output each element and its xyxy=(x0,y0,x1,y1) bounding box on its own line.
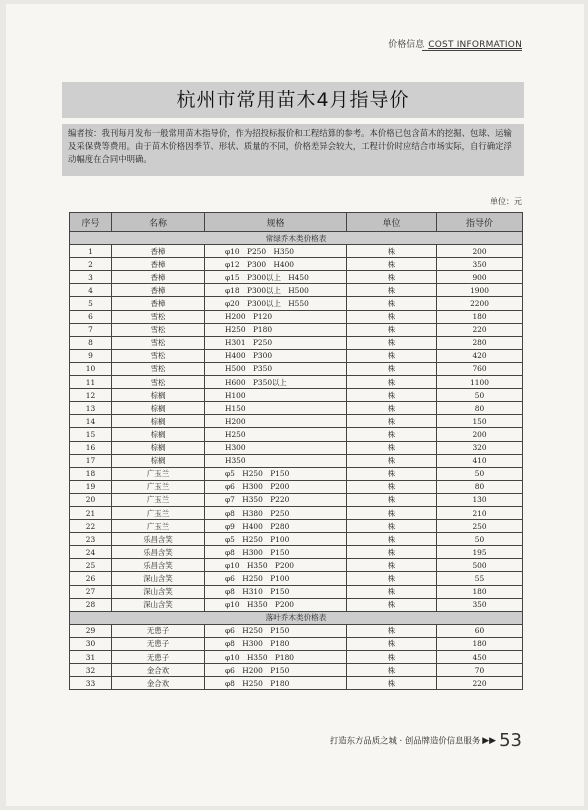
unit: 株 xyxy=(347,651,437,664)
specification: φ10 H350 P200 xyxy=(205,598,347,611)
plant-name: 广玉兰 xyxy=(112,506,205,519)
specification: H200 P120 xyxy=(205,310,347,323)
unit: 株 xyxy=(347,349,437,362)
guide-price: 180 xyxy=(437,310,523,323)
page-title: 杭州市常用苗木4月指导价 xyxy=(176,89,410,111)
table-row xyxy=(70,598,523,611)
plant-name: 乐昌含笑 xyxy=(112,546,205,559)
table-row xyxy=(70,546,523,559)
section-title-row xyxy=(70,232,523,245)
plant-name: 广玉兰 xyxy=(112,467,205,480)
guide-price: 80 xyxy=(437,480,523,493)
specification: H100 xyxy=(205,389,347,402)
guide-price: 280 xyxy=(437,336,523,349)
guide-price: 55 xyxy=(437,572,523,585)
guide-price: 50 xyxy=(437,467,523,480)
row-number: 25 xyxy=(70,559,112,572)
plant-name: 乐昌含笑 xyxy=(112,559,205,572)
row-number: 13 xyxy=(70,402,112,415)
specification: φ10 H350 P200 xyxy=(205,559,347,572)
specification: H301 P250 xyxy=(205,336,347,349)
unit: 株 xyxy=(347,533,437,546)
price-table xyxy=(69,212,523,690)
row-number: 17 xyxy=(70,454,112,467)
specification: φ10 P250 H350 xyxy=(205,245,347,258)
guide-price: 320 xyxy=(437,441,523,454)
unit: 株 xyxy=(347,506,437,519)
unit: 株 xyxy=(347,637,437,650)
section-title: 落叶乔木类价格表 xyxy=(70,611,523,624)
row-number: 9 xyxy=(70,349,112,362)
guide-price: 350 xyxy=(437,258,523,271)
table-row xyxy=(70,585,523,598)
specification: φ8 H310 P150 xyxy=(205,585,347,598)
table-row xyxy=(70,624,523,637)
unit: 株 xyxy=(347,415,437,428)
page-number: 53 xyxy=(499,730,522,751)
row-number: 11 xyxy=(70,376,112,389)
specification: φ8 H300 P180 xyxy=(205,637,347,650)
unit: 株 xyxy=(347,271,437,284)
specification: φ18 P300以上 H500 xyxy=(205,284,347,297)
guide-price: 50 xyxy=(437,389,523,402)
table-row xyxy=(70,258,523,271)
specification: φ6 H200 P150 xyxy=(205,664,347,677)
plant-name: 广玉兰 xyxy=(112,520,205,533)
plant-name: 棕榈 xyxy=(112,402,205,415)
specification: H250 xyxy=(205,428,347,441)
page-footer xyxy=(330,730,522,751)
unit: 株 xyxy=(347,389,437,402)
plant-name: 雪松 xyxy=(112,376,205,389)
plant-name: 金合欢 xyxy=(112,677,205,690)
row-number: 3 xyxy=(70,271,112,284)
plant-name: 雪松 xyxy=(112,310,205,323)
unit: 株 xyxy=(347,245,437,258)
specification: H600 P350以上 xyxy=(205,376,347,389)
table-row xyxy=(70,572,523,585)
plant-name: 深山含笑 xyxy=(112,572,205,585)
table-row xyxy=(70,651,523,664)
unit: 株 xyxy=(347,493,437,506)
table-row xyxy=(70,664,523,677)
guide-price: 420 xyxy=(437,349,523,362)
footer-arrows: ▶▶ xyxy=(482,735,497,746)
guide-price: 130 xyxy=(437,493,523,506)
plant-name: 雪松 xyxy=(112,323,205,336)
table-row xyxy=(70,441,523,454)
plant-name: 香樟 xyxy=(112,284,205,297)
row-number: 15 xyxy=(70,428,112,441)
plant-name: 深山含笑 xyxy=(112,585,205,598)
specification: φ10 H350 P180 xyxy=(205,651,347,664)
unit: 株 xyxy=(347,624,437,637)
col-header-name: 名称 xyxy=(112,213,205,232)
plant-name: 广玉兰 xyxy=(112,493,205,506)
unit: 株 xyxy=(347,441,437,454)
table-row xyxy=(70,376,523,389)
unit: 株 xyxy=(347,402,437,415)
specification: H500 P350 xyxy=(205,362,347,375)
row-number: 22 xyxy=(70,520,112,533)
table-row xyxy=(70,677,523,690)
guide-price: 80 xyxy=(437,402,523,415)
row-number: 28 xyxy=(70,598,112,611)
guide-price: 150 xyxy=(437,415,523,428)
table-header-row xyxy=(70,213,523,232)
unit: 株 xyxy=(347,297,437,310)
plant-name: 香樟 xyxy=(112,271,205,284)
table-body xyxy=(70,232,523,690)
unit: 株 xyxy=(347,572,437,585)
specification: φ5 H250 P100 xyxy=(205,533,347,546)
guide-price: 350 xyxy=(437,598,523,611)
guide-price: 410 xyxy=(437,454,523,467)
unit: 株 xyxy=(347,310,437,323)
row-number: 24 xyxy=(70,546,112,559)
unit: 株 xyxy=(347,376,437,389)
table-row xyxy=(70,506,523,519)
row-number: 19 xyxy=(70,480,112,493)
specification: φ6 H250 P100 xyxy=(205,572,347,585)
specification: H150 xyxy=(205,402,347,415)
guide-price: 2200 xyxy=(437,297,523,310)
guide-price: 500 xyxy=(437,559,523,572)
plant-name: 深山含笑 xyxy=(112,598,205,611)
specification: φ15 P300以上 H450 xyxy=(205,271,347,284)
row-number: 10 xyxy=(70,362,112,375)
plant-name: 无患子 xyxy=(112,637,205,650)
table-row xyxy=(70,362,523,375)
specification: H250 P180 xyxy=(205,323,347,336)
row-number: 6 xyxy=(70,310,112,323)
row-number: 20 xyxy=(70,493,112,506)
table-row xyxy=(70,297,523,310)
table-row xyxy=(70,336,523,349)
section-title-row xyxy=(70,611,523,624)
row-number: 5 xyxy=(70,297,112,310)
table-row xyxy=(70,480,523,493)
table-row xyxy=(70,467,523,480)
plant-name: 广玉兰 xyxy=(112,480,205,493)
unit: 株 xyxy=(347,677,437,690)
unit: 株 xyxy=(347,598,437,611)
editor-note: 编者按：我刊每月发布一般常用苗木指导价，作为招投标报价和工程结算的参考。本价格已包含苗木的挖掘、包球、运输及采保费等费用。由于苗木价格因季节、形状、质量的不同，价格差异会较大，工程计价时应结合市场实际，自行确定浮动幅度在合同中明确。 xyxy=(62,124,524,176)
plant-name: 棕榈 xyxy=(112,454,205,467)
section-title: 常绿乔木类价格表 xyxy=(70,232,523,245)
unit: 株 xyxy=(347,585,437,598)
row-number: 32 xyxy=(70,664,112,677)
guide-price: 210 xyxy=(437,506,523,519)
unit: 株 xyxy=(347,559,437,572)
row-number: 2 xyxy=(70,258,112,271)
specification: φ7 H350 P220 xyxy=(205,493,347,506)
table-row xyxy=(70,402,523,415)
row-number: 14 xyxy=(70,415,112,428)
row-number: 29 xyxy=(70,624,112,637)
table-row xyxy=(70,493,523,506)
plant-name: 雪松 xyxy=(112,336,205,349)
guide-price: 220 xyxy=(437,323,523,336)
plant-name: 香樟 xyxy=(112,297,205,310)
plant-name: 雪松 xyxy=(112,349,205,362)
row-number: 7 xyxy=(70,323,112,336)
unit: 株 xyxy=(347,336,437,349)
table-row xyxy=(70,271,523,284)
unit: 株 xyxy=(347,546,437,559)
specification: φ12 P300 H400 xyxy=(205,258,347,271)
footer-slogan: 打造东方品质之城 · 创品牌造价信息服务 xyxy=(329,735,481,746)
specification: H400 P300 xyxy=(205,349,347,362)
table-row xyxy=(70,284,523,297)
row-number: 4 xyxy=(70,284,112,297)
guide-price: 200 xyxy=(437,428,523,441)
guide-price: 70 xyxy=(437,664,523,677)
plant-name: 棕榈 xyxy=(112,415,205,428)
specification: φ20 P300以上 H550 xyxy=(205,297,347,310)
plant-name: 香樟 xyxy=(112,258,205,271)
plant-name: 雪松 xyxy=(112,362,205,375)
plant-name: 无患子 xyxy=(112,624,205,637)
section-header xyxy=(388,37,522,50)
guide-price: 220 xyxy=(437,677,523,690)
plant-name: 金合欢 xyxy=(112,664,205,677)
plant-name: 棕榈 xyxy=(112,441,205,454)
guide-price: 250 xyxy=(437,520,523,533)
table-row xyxy=(70,310,523,323)
col-header-no: 序号 xyxy=(70,213,112,232)
unit: 株 xyxy=(347,520,437,533)
specification: φ8 H380 P250 xyxy=(205,506,347,519)
table-row xyxy=(70,323,523,336)
table-row xyxy=(70,428,523,441)
unit: 株 xyxy=(347,323,437,336)
section-header-cn: 价格信息 xyxy=(388,40,425,50)
unit: 株 xyxy=(347,467,437,480)
col-header-price: 指导价 xyxy=(437,213,523,232)
guide-price: 450 xyxy=(437,651,523,664)
table-row xyxy=(70,245,523,258)
specification: φ8 H250 P180 xyxy=(205,677,347,690)
plant-name: 香樟 xyxy=(112,245,205,258)
guide-price: 760 xyxy=(437,362,523,375)
specification: H300 xyxy=(205,441,347,454)
unit: 株 xyxy=(347,428,437,441)
specification: H200 xyxy=(205,415,347,428)
unit-label: 单位：元 xyxy=(490,197,522,206)
section-header-en: COST INFORMATION xyxy=(428,40,522,50)
unit: 株 xyxy=(347,284,437,297)
table-row xyxy=(70,637,523,650)
specification: φ6 H300 P200 xyxy=(205,480,347,493)
row-number: 16 xyxy=(70,441,112,454)
specification: φ5 H250 P150 xyxy=(205,467,347,480)
specification: φ9 H400 P280 xyxy=(205,520,347,533)
table-row xyxy=(70,349,523,362)
row-number: 26 xyxy=(70,572,112,585)
guide-price: 1900 xyxy=(437,284,523,297)
row-number: 8 xyxy=(70,336,112,349)
row-number: 21 xyxy=(70,506,112,519)
unit: 株 xyxy=(347,454,437,467)
guide-price: 200 xyxy=(437,245,523,258)
guide-price: 180 xyxy=(437,637,523,650)
plant-name: 棕榈 xyxy=(112,389,205,402)
guide-price: 180 xyxy=(437,585,523,598)
col-header-spec: 规格 xyxy=(205,213,347,232)
unit: 株 xyxy=(347,664,437,677)
row-number: 23 xyxy=(70,533,112,546)
row-number: 12 xyxy=(70,389,112,402)
row-number: 31 xyxy=(70,651,112,664)
title-band xyxy=(62,82,524,118)
table-row xyxy=(70,559,523,572)
plant-name: 棕榈 xyxy=(112,428,205,441)
col-header-unit: 单位 xyxy=(347,213,437,232)
row-number: 1 xyxy=(70,245,112,258)
unit: 株 xyxy=(347,362,437,375)
plant-name: 乐昌含笑 xyxy=(112,533,205,546)
table-row xyxy=(70,415,523,428)
guide-price: 50 xyxy=(437,533,523,546)
table-row xyxy=(70,454,523,467)
row-number: 18 xyxy=(70,467,112,480)
row-number: 27 xyxy=(70,585,112,598)
table-row xyxy=(70,533,523,546)
specification: φ8 H300 P150 xyxy=(205,546,347,559)
header-rule xyxy=(422,50,522,51)
guide-price: 195 xyxy=(437,546,523,559)
row-number: 33 xyxy=(70,677,112,690)
table-row xyxy=(70,520,523,533)
specification: H350 xyxy=(205,454,347,467)
specification: φ6 H250 P150 xyxy=(205,624,347,637)
unit: 株 xyxy=(347,480,437,493)
guide-price: 1100 xyxy=(437,376,523,389)
unit: 株 xyxy=(347,258,437,271)
row-number: 30 xyxy=(70,637,112,650)
table-row xyxy=(70,389,523,402)
guide-price: 60 xyxy=(437,624,523,637)
plant-name: 无患子 xyxy=(112,651,205,664)
guide-price: 900 xyxy=(437,271,523,284)
